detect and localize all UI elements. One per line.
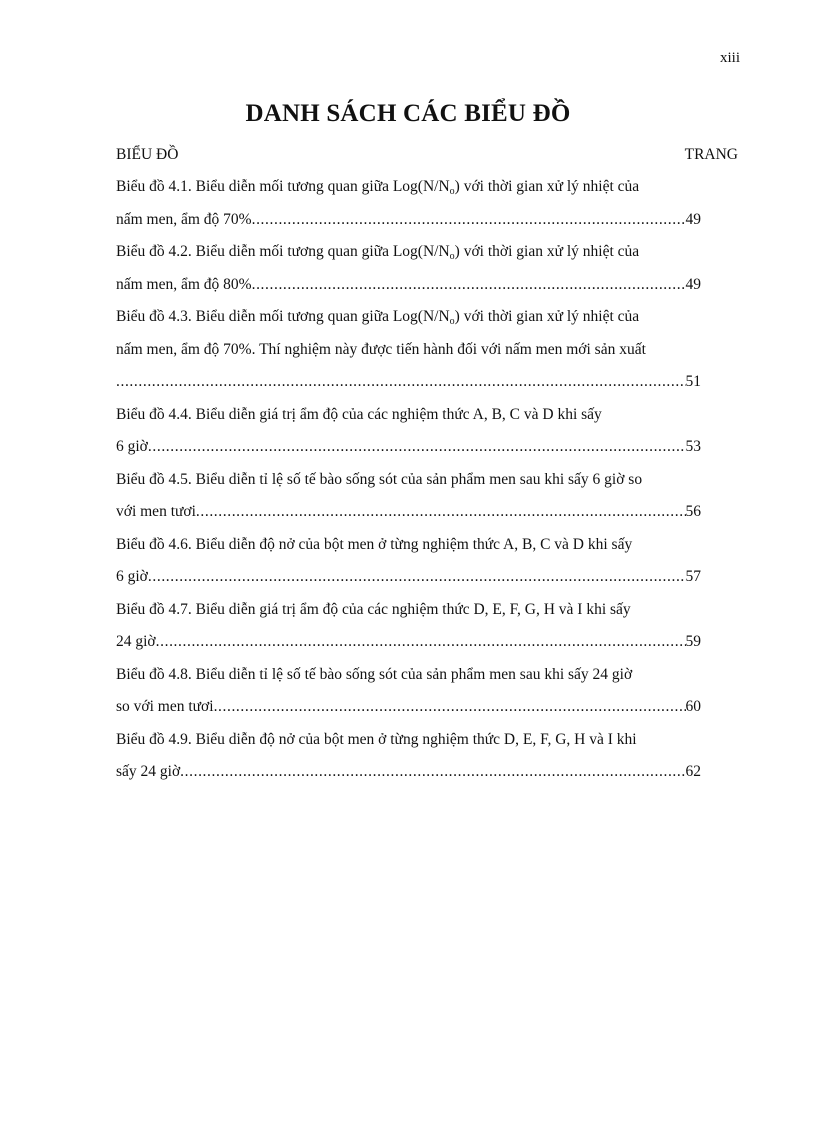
entry-caption: Biểu đồ 4.2. Biểu diễn mối tương quan giữa Log(N/N bbox=[116, 243, 450, 260]
entry-caption-line bbox=[116, 406, 701, 439]
entry-page-number[interactable]: 62 bbox=[685, 763, 701, 780]
entry-subscript: o bbox=[449, 316, 455, 327]
dot-leader bbox=[252, 276, 686, 293]
toc-entry[interactable] bbox=[116, 308, 701, 406]
dot-leader bbox=[148, 568, 686, 585]
toc-entry[interactable] bbox=[116, 406, 701, 471]
entry-page-number[interactable]: 56 bbox=[685, 503, 701, 520]
toc-entry[interactable] bbox=[116, 731, 701, 796]
dot-leader bbox=[196, 503, 686, 520]
entry-caption-middle: nấm men, ẩm độ 70%. Thí nghiệm này được tiến hành đối với nấm men mới sản xuất bbox=[116, 340, 646, 358]
entry-page-number[interactable]: 49 bbox=[685, 275, 701, 293]
entry-caption: Biểu đồ 4.5. Biểu diễn tỉ lệ số tế bào sống sót của sản phẩm men sau khi sấy 6 giờ so bbox=[116, 470, 643, 488]
entry-caption-tail: sấy 24 giờ bbox=[116, 763, 181, 780]
dot-leader bbox=[148, 438, 686, 455]
entry-caption-line bbox=[116, 308, 701, 341]
entry-page-number[interactable]: 49 bbox=[685, 210, 701, 228]
toc-entry[interactable] bbox=[116, 243, 701, 308]
toc-entry[interactable] bbox=[116, 178, 701, 243]
entry-page-number[interactable]: 57 bbox=[685, 568, 701, 585]
entry-caption-tail: 6 giờ bbox=[116, 568, 148, 585]
toc-entry[interactable] bbox=[116, 471, 701, 536]
entry-caption-end: ) với thời gian xử lý nhiệt của bbox=[454, 243, 640, 260]
entry-leader-line bbox=[116, 438, 701, 471]
dot-leader bbox=[116, 373, 686, 390]
entry-subscript: o bbox=[449, 251, 455, 262]
entry-caption: Biểu đồ 4.7. Biểu diễn giá trị ẩm độ của các nghiệm thức D, E, F, G, H và I khi sấy bbox=[116, 600, 631, 618]
entry-caption-line bbox=[116, 471, 701, 504]
entry-caption-tail: 24 giờ bbox=[116, 633, 156, 650]
entry-caption-tail: nấm men, ẩm độ 80% bbox=[116, 275, 252, 293]
toc-entries bbox=[116, 178, 701, 796]
entry-caption-line bbox=[116, 731, 701, 764]
entry-caption-line bbox=[116, 601, 701, 634]
entry-caption: Biểu đồ 4.9. Biểu diễn độ nở của bột men ở từng nghiệm thức D, E, F, G, H và I khi bbox=[116, 730, 637, 748]
entry-leader-line bbox=[116, 698, 701, 731]
entry-leader-line bbox=[116, 503, 701, 536]
entry-caption-line bbox=[116, 341, 701, 374]
entry-caption-end: ) với thời gian xử lý nhiệt của bbox=[454, 178, 640, 195]
entry-page-number[interactable]: 53 bbox=[685, 438, 701, 455]
entry-caption-line bbox=[116, 536, 701, 569]
entry-caption: Biểu đồ 4.4. Biểu diễn giá trị ẩm độ của các nghiệm thức A, B, C và D khi sấy bbox=[116, 405, 602, 423]
page-title: DANH SÁCH CÁC BIỂU ĐỒ bbox=[245, 100, 571, 127]
entry-leader-line bbox=[116, 763, 701, 796]
entry-caption-line bbox=[116, 243, 701, 276]
entry-caption: Biểu đồ 4.1. Biểu diễn mối tương quan giữa Log(N/N bbox=[116, 178, 450, 195]
entry-leader-line bbox=[116, 633, 701, 666]
entry-caption-line bbox=[116, 666, 701, 699]
entry-caption: Biểu đồ 4.6. Biểu diễn độ nở của bột men ở từng nghiệm thức A, B, C và D khi sấy bbox=[116, 535, 633, 553]
entry-caption: Biểu đồ 4.8. Biểu diễn tỉ lệ số tế bào sống sót của sản phẩm men sau khi sấy 24 giờ bbox=[116, 665, 633, 683]
page-number: xiii bbox=[719, 50, 740, 66]
entry-page-number[interactable]: 60 bbox=[685, 698, 701, 715]
toc-entry[interactable] bbox=[116, 601, 701, 666]
entry-caption-tail: 6 giờ bbox=[116, 438, 148, 455]
dot-leader bbox=[180, 763, 685, 780]
dot-leader bbox=[156, 633, 686, 650]
entry-leader-line bbox=[116, 373, 701, 406]
entry-page-number[interactable]: 59 bbox=[685, 633, 701, 650]
entry-leader-line bbox=[116, 276, 701, 309]
entry-caption-end: ) với thời gian xử lý nhiệt của bbox=[454, 308, 640, 325]
entry-leader-line bbox=[116, 568, 701, 601]
dot-leader bbox=[252, 211, 686, 228]
entry-leader-line bbox=[116, 211, 701, 244]
entry-caption-tail: nấm men, ẩm độ 70% bbox=[116, 210, 252, 228]
entry-page-number[interactable]: 51 bbox=[685, 373, 701, 390]
toc-entry[interactable] bbox=[116, 666, 701, 731]
entry-caption-tail: so với men tươi bbox=[116, 698, 214, 715]
toc-header bbox=[116, 146, 738, 164]
entry-caption-tail: với men tươi bbox=[116, 503, 196, 520]
entry-subscript: o bbox=[449, 186, 455, 197]
toc-header-right: TRANG bbox=[684, 146, 738, 163]
entry-caption: Biểu đồ 4.3. Biểu diễn mối tương quan giữa Log(N/N bbox=[116, 308, 450, 325]
toc-header-left: BIỂU ĐỒ bbox=[116, 146, 179, 163]
toc-entry[interactable] bbox=[116, 536, 701, 601]
dot-leader bbox=[214, 698, 686, 715]
entry-caption-line bbox=[116, 178, 701, 211]
